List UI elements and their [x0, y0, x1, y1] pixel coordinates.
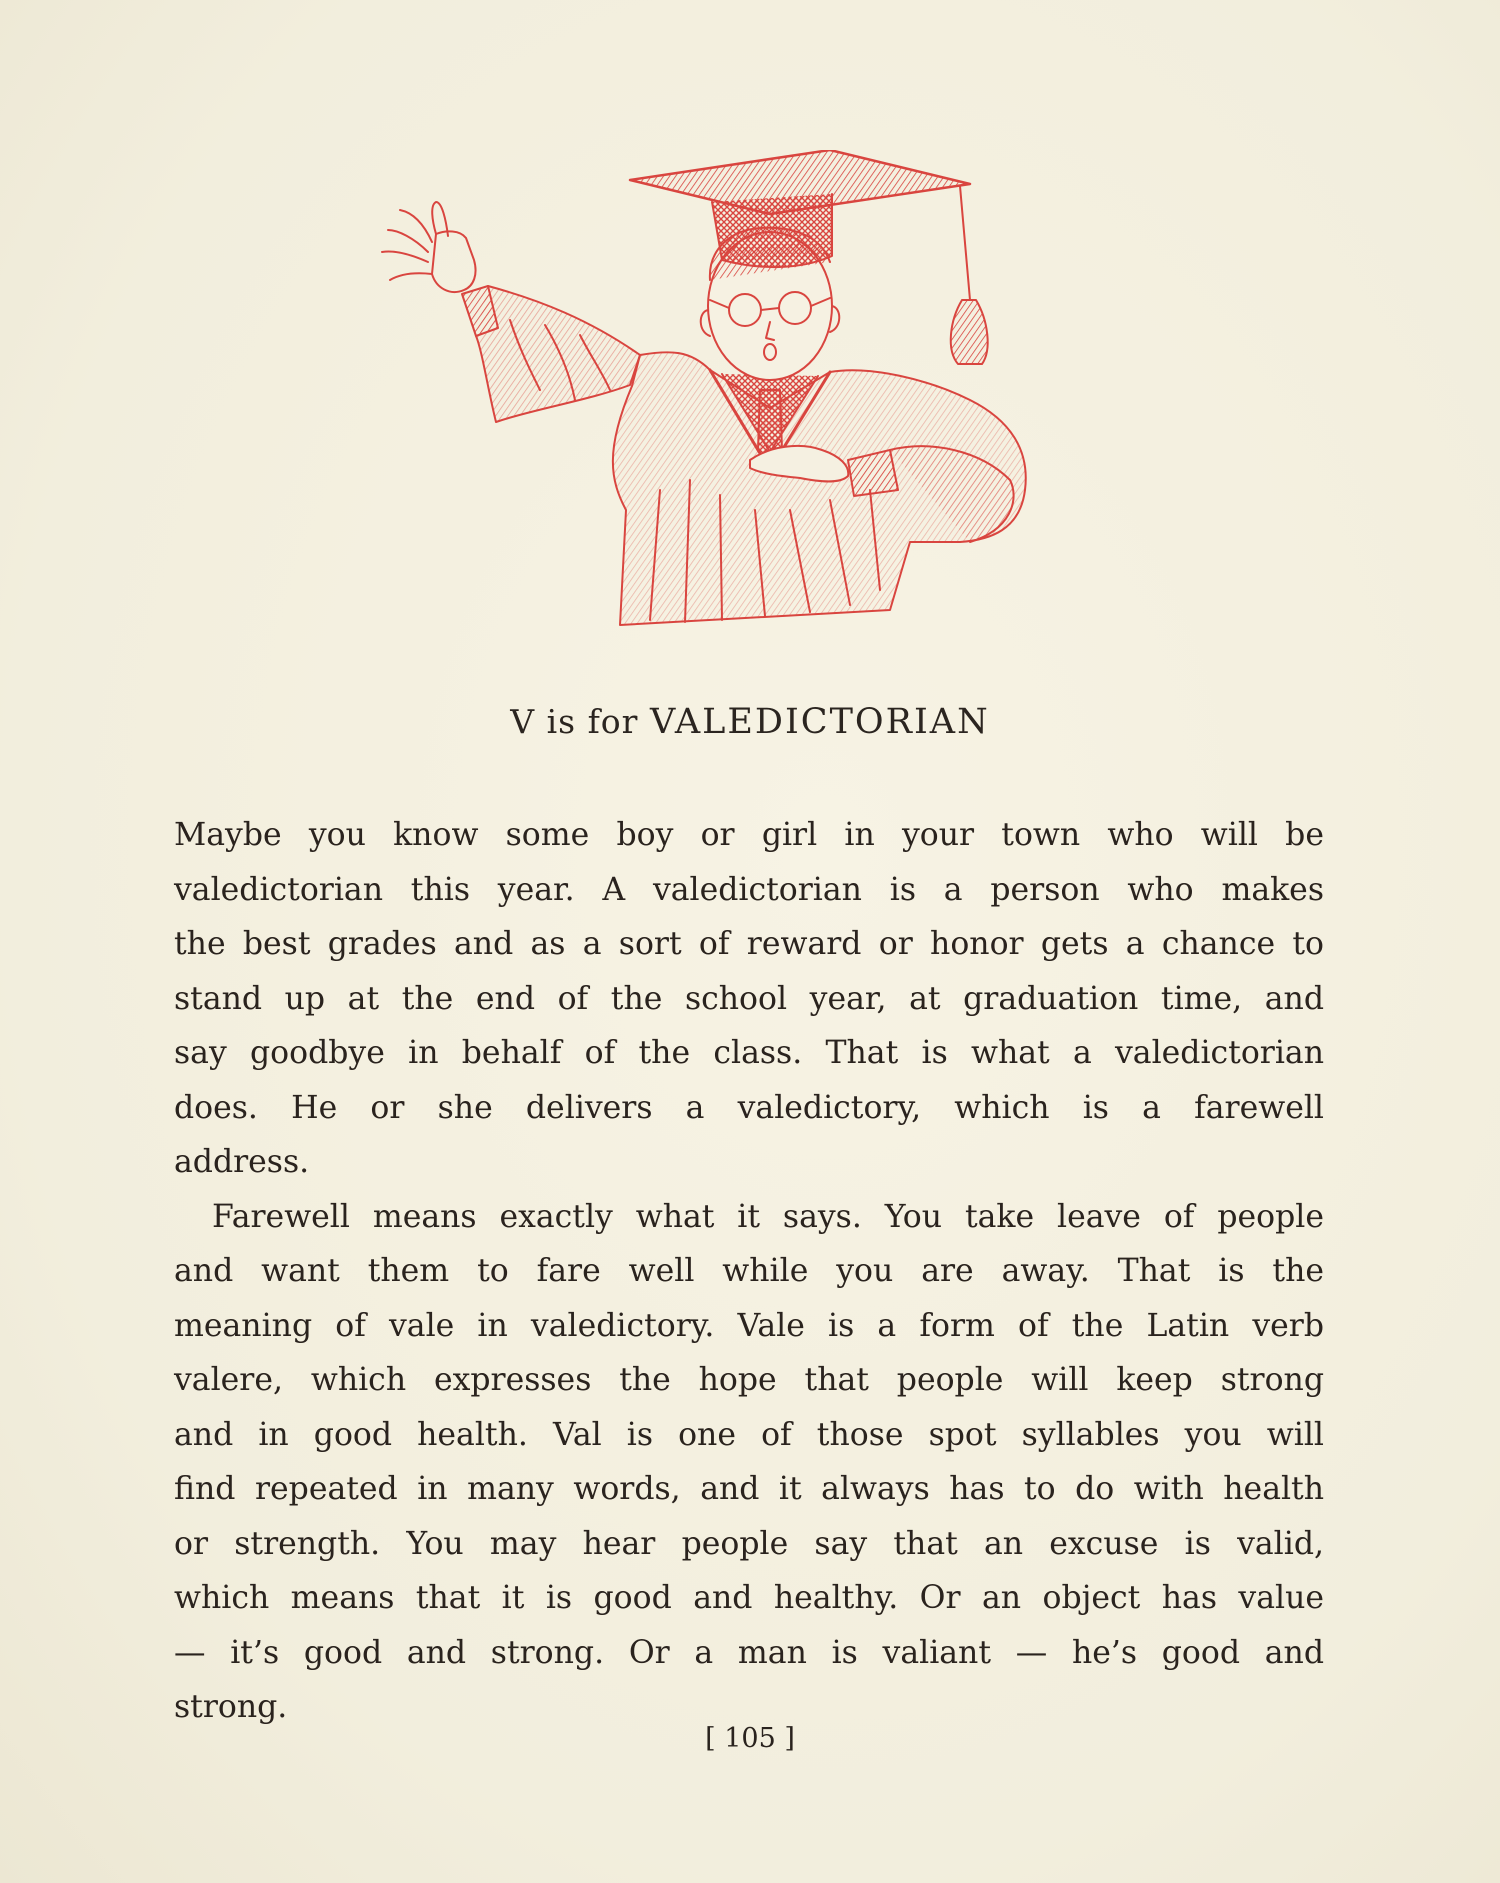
text-line: strong.	[174, 1689, 288, 1725]
text-line: valedictorian this year. A valedictorian is a person who makes	[174, 871, 1324, 908]
page-number: [ 105 ]	[705, 1723, 795, 1754]
text-line: which means that it is good and healthy. Or an object has value	[174, 1580, 1324, 1616]
text-line: say goodbye in behalf of the class. That is what a valedictorian	[174, 1035, 1324, 1071]
text-line: and want them to fare well while you are away. That is the	[174, 1253, 1324, 1289]
heading-prefix: V is for	[510, 702, 639, 741]
text-line: — it’s good and strong. Or a man is valiant — he’s good and	[174, 1634, 1324, 1671]
text-line: the best grades and as a sort of reward or honor gets a chance to	[174, 926, 1324, 962]
text-line: or strength. You may hear people say that an excuse is valid,	[174, 1525, 1324, 1562]
body-text	[174, 808, 1324, 1735]
valedictorian-illustration	[370, 150, 1130, 640]
text-line: stand up at the end of the school year, at graduation time, and	[174, 980, 1324, 1017]
heading-word: VALEDICTORIAN	[649, 702, 990, 742]
text-line: meaning of vale in valedictory. Vale is a form of the Latin verb	[174, 1307, 1324, 1344]
text-line: valere, which expresses the hope that people will keep strong	[174, 1362, 1324, 1398]
chapter-heading	[0, 702, 1500, 742]
text-line: find repeated in many words, and it always has to do with health	[174, 1471, 1324, 1507]
text-line: Farewell means exactly what it says. You take leave of people	[212, 1198, 1324, 1235]
text-line: does. He or she delivers a valedictory, which is a farewell	[174, 1089, 1324, 1126]
text-line: address.	[174, 1144, 310, 1180]
paragraph-1	[174, 808, 1324, 1190]
text-line: Maybe you know some boy or girl in your town who will be	[174, 817, 1324, 853]
paragraph-2	[174, 1190, 1324, 1735]
text-line: and in good health. Val is one of those spot syllables you will	[174, 1416, 1324, 1453]
